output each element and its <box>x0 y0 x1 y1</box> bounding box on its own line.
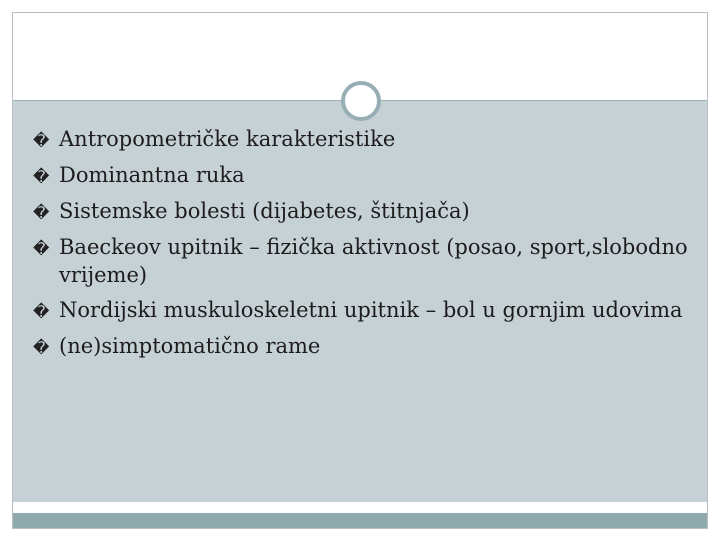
bullet-text: Antropometričke karakteristike <box>59 127 396 151</box>
bullet-icon: � <box>33 203 50 222</box>
bullet-icon: � <box>33 302 50 321</box>
list-item <box>33 297 693 325</box>
circle-ornament-icon <box>341 81 381 121</box>
bullet-text: Dominantna ruka <box>59 163 245 187</box>
bullet-icon: � <box>33 131 50 150</box>
bullet-text: Sistemske bolesti (dijabetes, štitnjača) <box>59 199 470 223</box>
bullet-text: Nordijski muskuloskeletni upitnik – bol u gornjim udovima <box>59 298 683 322</box>
bullet-icon: � <box>33 338 50 357</box>
bullet-icon: � <box>33 167 50 186</box>
slide <box>12 12 708 529</box>
list-item <box>33 198 693 226</box>
bullet-text: (ne)simptomatično rame <box>59 334 321 358</box>
bullet-list <box>33 126 693 369</box>
list-item <box>33 333 693 361</box>
bullet-icon: � <box>33 239 50 258</box>
footer-band <box>13 513 707 528</box>
list-item <box>33 126 693 154</box>
list-item <box>33 162 693 190</box>
list-item <box>33 234 693 289</box>
bullet-text: Baeckeov upitnik – fizička aktivnost (posao, sport,slobodno vrijeme) <box>59 235 688 287</box>
